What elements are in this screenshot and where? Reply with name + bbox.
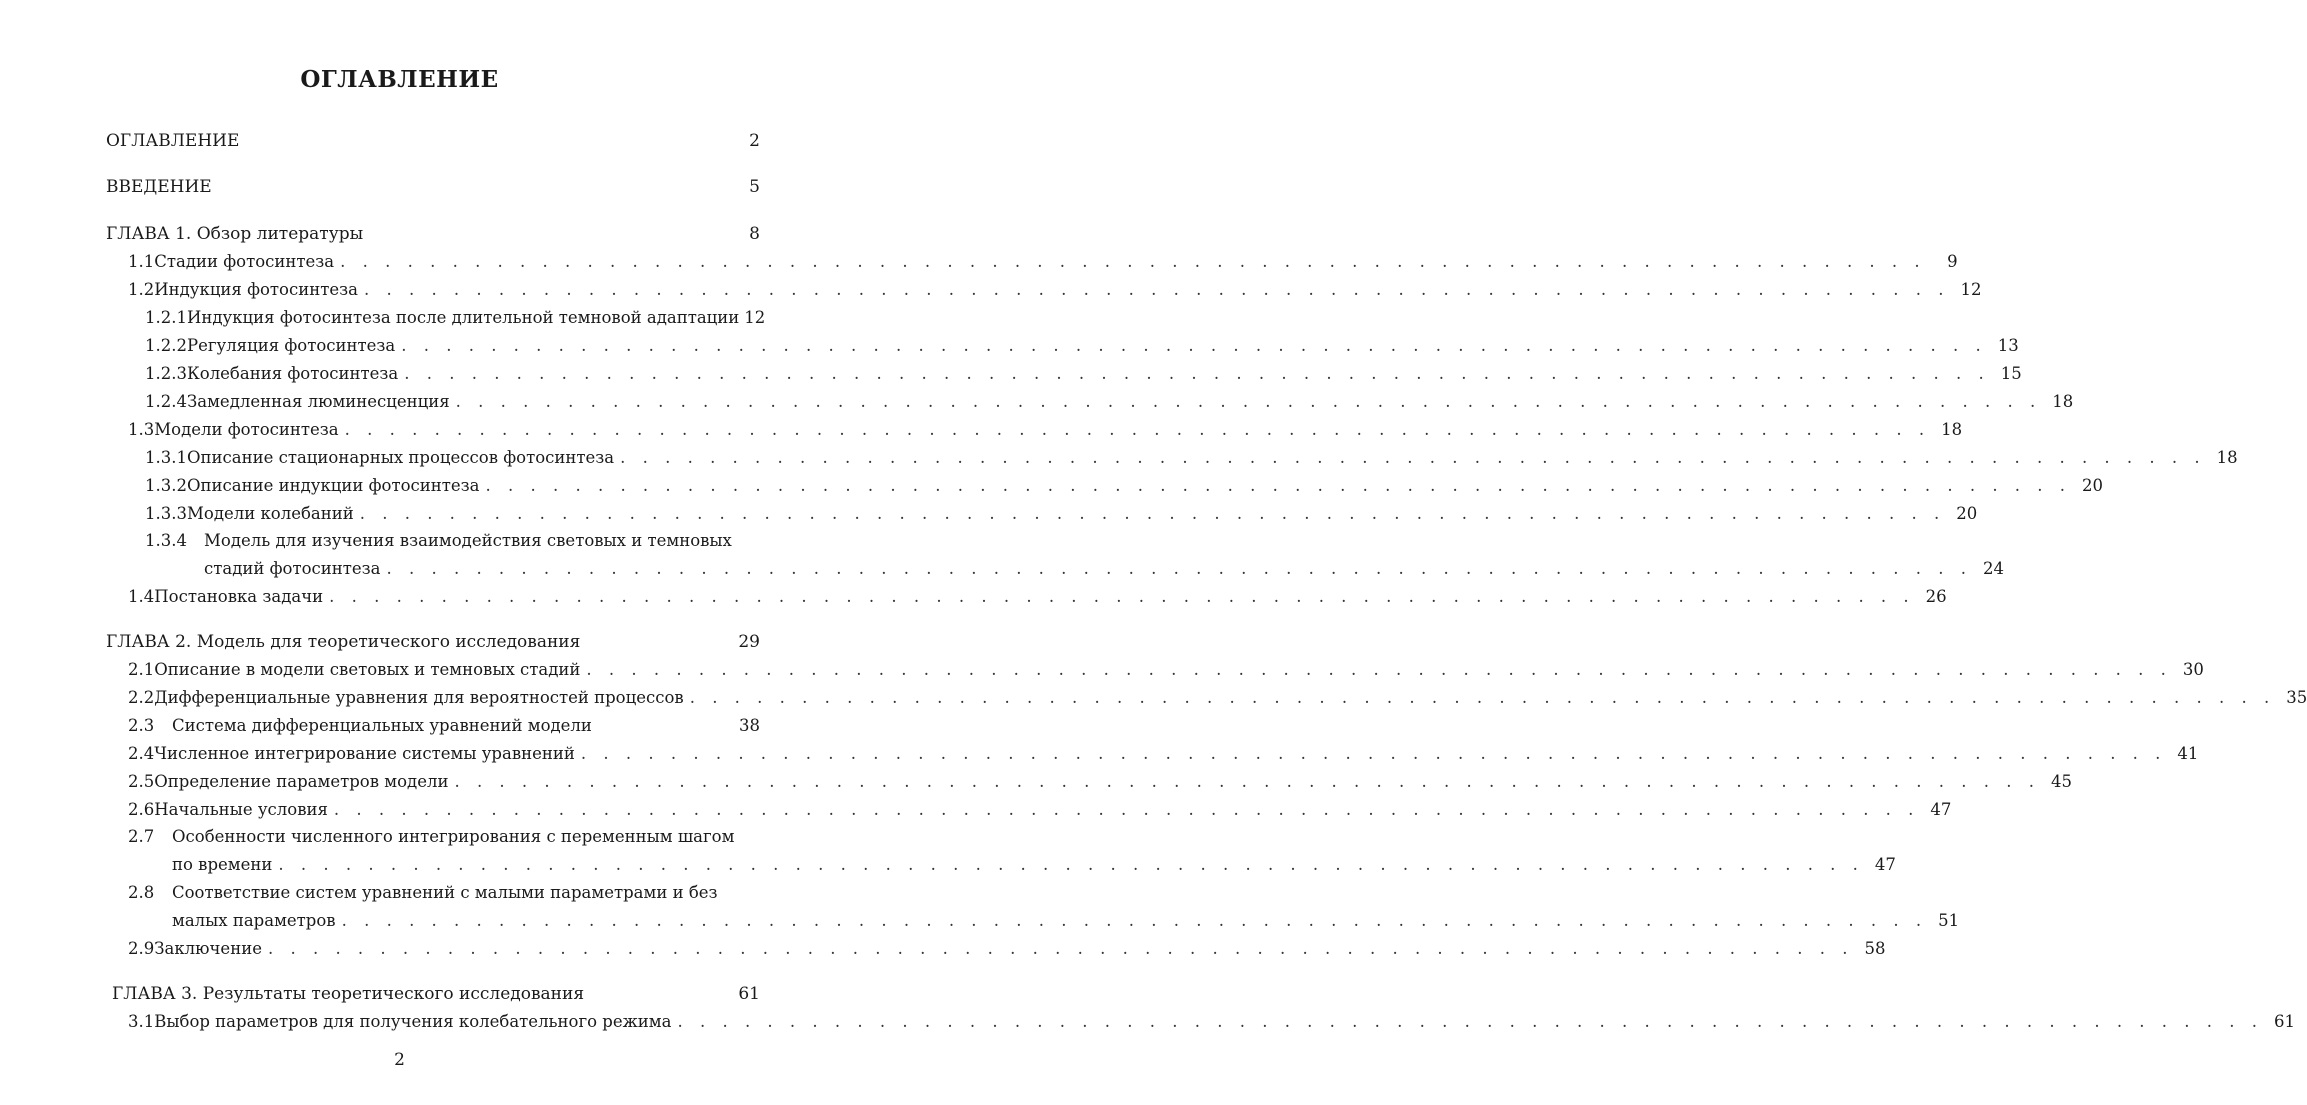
section-title: Начальные условия	[154, 800, 328, 819]
toc-entry-section-1-3-3[interactable]	[145, 503, 1978, 525]
toc-entry-section-1-3[interactable]	[128, 419, 1963, 441]
section-page: 61	[2274, 1012, 2295, 1031]
section-page: 47	[1930, 800, 1952, 819]
toc-entry-section-1-4[interactable]	[128, 586, 1947, 608]
section-number: 2.8	[128, 883, 155, 902]
toc-entry-section-2-1[interactable]	[128, 659, 2204, 681]
section-title: Описание индукции фотосинтеза	[186, 476, 480, 495]
section-page: 58	[1864, 939, 1886, 958]
toc-entry-page: 61	[738, 984, 760, 1004]
toc-entry-text: ВВЕДЕНИЕ	[106, 177, 212, 197]
section-title: Система дифференциальных уравнений модели	[172, 716, 592, 735]
section-page: 30	[2182, 660, 2204, 679]
section-page: 12	[1960, 280, 1982, 299]
section-number: 2.5	[128, 772, 155, 791]
section-number: 1.3.1	[145, 448, 187, 467]
toc-entry-contents[interactable]	[106, 130, 760, 152]
section-page: 41	[2177, 744, 2199, 763]
section-number: 3.1	[128, 1012, 155, 1031]
toc-entry-chapter-1[interactable]	[106, 223, 760, 245]
section-number: 2.6	[128, 800, 155, 819]
section-page: 24	[1983, 559, 2005, 578]
toc-entry-section-1-2-2[interactable]	[145, 335, 2019, 357]
section-page: 51	[1938, 911, 1960, 930]
page-title: ОГЛАВЛЕНИЕ	[300, 66, 499, 93]
toc-entry-section-1-2-4[interactable]	[145, 391, 2074, 413]
page-number: 2	[394, 1050, 405, 1070]
section-number: 2.9	[128, 939, 155, 958]
section-title: Описание в модели световых и темновых стадий	[154, 660, 581, 679]
section-title: Индукция фотосинтеза после длительной темновой адаптации	[186, 308, 740, 327]
toc-entry-section-2-4[interactable]	[128, 743, 2199, 765]
section-title: Выбор параметров для получения колебательного режима	[154, 1012, 672, 1031]
section-number: 1.3.2	[145, 476, 187, 495]
section-number: 1.3.4	[145, 531, 187, 550]
section-title: Численное интегрирование системы уравнений	[154, 744, 575, 763]
toc-entry-section-2-5[interactable]	[128, 771, 2072, 793]
section-page: 18	[2216, 448, 2238, 467]
toc-entry-chapter-2[interactable]	[106, 631, 760, 653]
section-title-line-2: малых параметров	[172, 911, 336, 930]
section-page: 20	[1956, 504, 1978, 523]
section-number: 2.1	[128, 660, 155, 679]
toc-entry-introduction[interactable]	[106, 176, 760, 198]
toc-entry-section-1-3-4-continued[interactable]	[204, 558, 2005, 580]
section-page: 18	[2052, 392, 2074, 411]
section-title-line-1: Соответствие систем уравнений с малыми параметрами и без	[172, 883, 718, 902]
section-number: 1.2	[128, 280, 155, 299]
section-number: 2.3	[128, 716, 155, 735]
toc-entry-section-2-8-continued[interactable]	[172, 910, 1960, 932]
toc-entry-text: ГЛАВА 2. Модель для теоретического исследования	[106, 632, 581, 652]
section-title: Определение параметров модели	[154, 772, 449, 791]
section-number: 1.3	[128, 420, 155, 439]
section-number: 1.2.1	[145, 308, 187, 327]
section-page: 47	[1874, 855, 1896, 874]
section-number: 1.2.2	[145, 336, 187, 355]
section-title: Модели колебаний	[186, 504, 354, 523]
toc-entry-section-2-6[interactable]	[128, 799, 1952, 821]
section-number: 2.2	[128, 688, 155, 707]
section-page: 15	[2000, 364, 2022, 383]
section-title: Стадии фотосинтеза	[154, 252, 335, 271]
section-page: 18	[1941, 420, 1963, 439]
section-page: 12	[744, 308, 766, 327]
toc-entry-section-2-9[interactable]	[128, 938, 1886, 960]
toc-entry-section-2-8[interactable]	[128, 882, 760, 904]
section-title: Дифференциальные уравнения для вероятностей процессов	[154, 688, 684, 707]
toc-entry-text: ОГЛАВЛЕНИЕ	[106, 131, 240, 151]
section-page: 45	[2050, 772, 2072, 791]
section-number: 1.3.3	[145, 504, 187, 523]
section-title-line-1: Модель для изучения взаимодействия световых и темновых	[204, 531, 732, 550]
section-title: Заключение	[154, 939, 262, 958]
toc-entry-section-2-7-continued[interactable]	[172, 854, 1896, 876]
section-page: 13	[1997, 336, 2019, 355]
toc-entry-section-2-2[interactable]	[128, 687, 2307, 709]
section-number: 1.2.3	[145, 364, 187, 383]
section-title: Модели фотосинтеза	[154, 420, 339, 439]
toc-entry-section-1-2[interactable]	[128, 279, 1982, 301]
section-title: Колебания фотосинтеза	[186, 364, 399, 383]
section-page: 35	[2286, 688, 2307, 707]
section-title: Описание стационарных процессов фотосинтеза	[186, 448, 615, 467]
toc-entry-text: ГЛАВА 1. Обзор литературы	[106, 224, 364, 244]
toc-entry-section-1-3-4[interactable]	[145, 530, 760, 552]
toc-entry-page: 29	[738, 632, 760, 652]
section-page: 26	[1925, 587, 1947, 606]
section-number: 1.2.4	[145, 392, 187, 411]
section-title-line-1: Особенности численного интегрирования с переменным шагом	[172, 827, 735, 846]
section-title: Регуляция фотосинтеза	[186, 336, 396, 355]
section-number: 2.4	[128, 744, 155, 763]
section-page: 20	[2082, 476, 2104, 495]
toc-entry-section-3-1[interactable]	[128, 1011, 2295, 1033]
toc-entry-chapter-3[interactable]	[112, 983, 760, 1005]
section-number: 2.7	[128, 827, 155, 846]
toc-entry-text: ГЛАВА 3. Результаты теоретического исследования	[112, 984, 585, 1004]
toc-entry-section-1-3-2[interactable]	[145, 475, 2104, 497]
section-page: 9	[1947, 252, 1958, 271]
toc-entry-section-1-2-1[interactable]	[145, 307, 766, 329]
toc-entry-section-1-3-1[interactable]	[145, 447, 2238, 469]
section-title-line-2: стадий фотосинтеза	[204, 559, 381, 578]
section-page: 38	[739, 716, 760, 735]
toc-entry-section-1-2-3[interactable]	[145, 363, 2022, 385]
toc-entry-page: 5	[749, 177, 760, 197]
section-title: Индукция фотосинтеза	[154, 280, 358, 299]
section-title: Замедленная люминесценция	[186, 392, 450, 411]
toc-entry-page: 8	[749, 224, 760, 244]
section-title: Постановка задачи	[154, 587, 324, 606]
section-title-line-2: по времени	[172, 855, 273, 874]
section-number: 1.4	[128, 587, 155, 606]
section-number: 1.1	[128, 252, 155, 271]
toc-entry-section-2-3[interactable]	[128, 715, 760, 737]
toc-entry-section-2-7[interactable]	[128, 826, 760, 848]
toc-entry-section-1-1[interactable]	[128, 251, 1958, 273]
toc-entry-page: 2	[749, 131, 760, 151]
